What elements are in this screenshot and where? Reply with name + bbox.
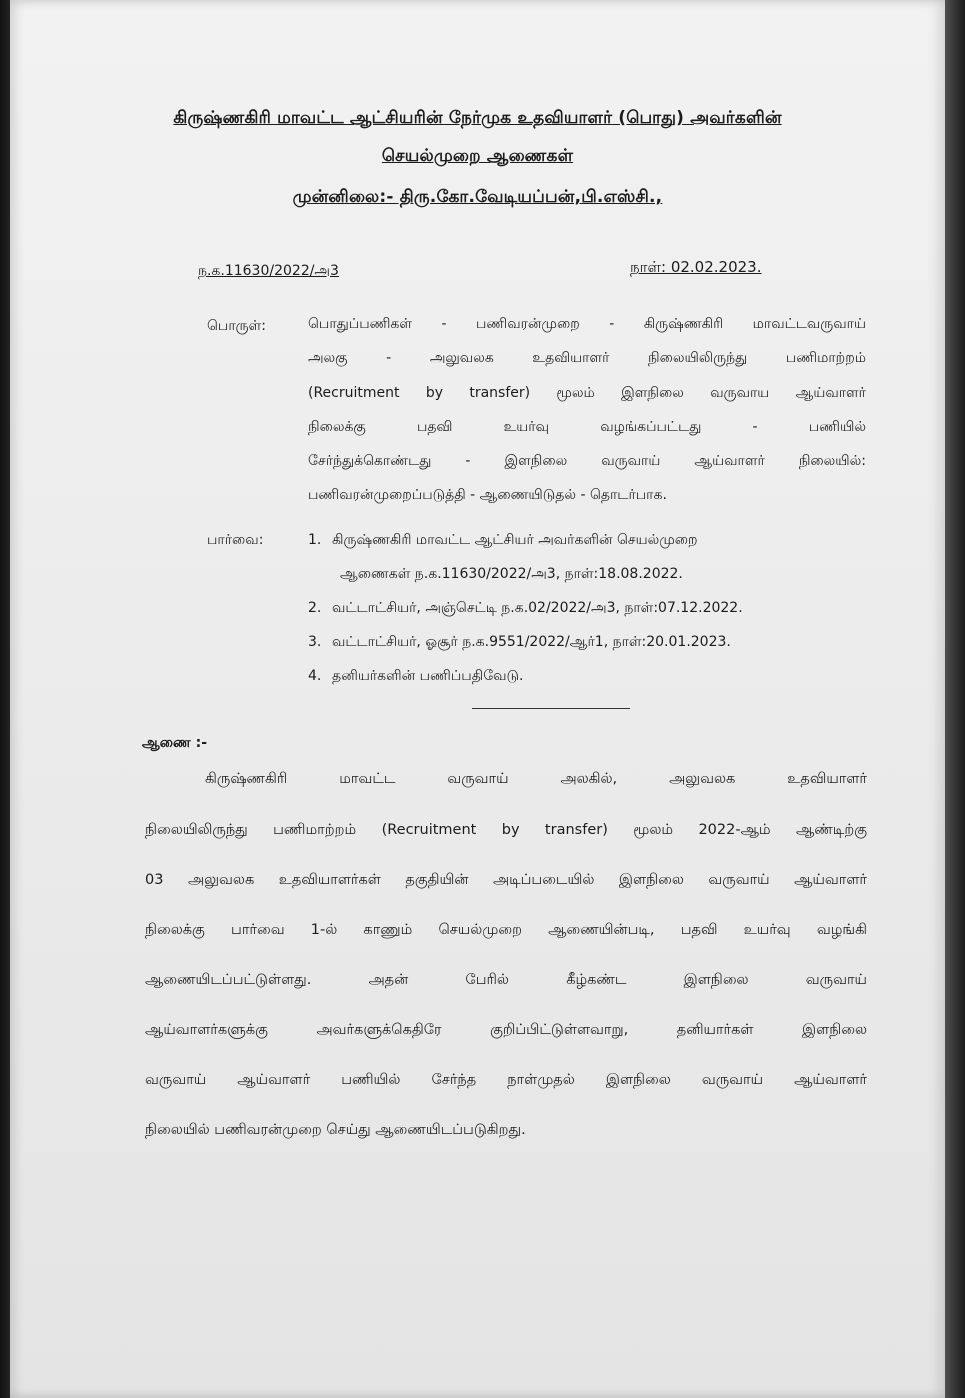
order-paragraph-line: ஆணையிடப்பட்டுள்ளது. அதன் பேரில் கீழ்கண்ட இளநிலை வருவாய் — [145, 972, 867, 988]
reference-date: நாள்: 02.02.2023. — [630, 258, 762, 276]
order-label: ஆணை :- — [142, 735, 208, 751]
order-paragraph-line: நிலையிலிருந்து பணிமாற்றம் (Recruitment by transfer) மூலம் 2022-ஆம் ஆண்டிற்கு — [145, 822, 867, 838]
subject-line: பணிவரன்முறைப்படுத்தி - ஆணையிடுதல் - தொடர்பாக. — [308, 487, 667, 503]
subject-line: நிலைக்கு பதவி உயர்வு வழங்கப்பட்டது - பணியில் — [308, 419, 866, 435]
reference-item-number: 3. — [308, 634, 322, 650]
reference-item-text: வட்டாட்சியர், அஞ்செட்டி ந.க.02/2022/அ3, நாள்:07.12.2022. — [332, 600, 743, 616]
reference-item-continuation: ஆணைகள் ந.க.11630/2022/அ3, நாள்:18.08.2022. — [340, 566, 683, 582]
order-paragraph-line: நிலைக்கு பார்வை 1-ல் காணும் செயல்முறை ஆணையின்படி, பதவி உயர்வு வழங்கி — [145, 922, 867, 938]
reference-item-number: 4. — [308, 668, 322, 684]
reference-item — [308, 532, 868, 550]
header-title: கிருஷ்ணகிரி மாவட்ட ஆட்சியரின் நேர்முக உதவியாளர் (பொது) அவர்களின் — [173, 108, 782, 128]
reference-item-number: 2. — [308, 600, 322, 616]
header-subtitle: செயல்முறை ஆணைகள் — [381, 146, 574, 166]
order-paragraph-line: 03 அலுவலக உதவியாளர்கள் தகுதியின் அடிப்படையில் இளநிலை வருவாய் ஆய்வாளர் — [145, 872, 867, 888]
subject-line: (Recruitment by transfer) மூலம் இளநிலை வருவாய ஆய்வாளர் — [308, 385, 866, 401]
document-page — [10, 0, 945, 1398]
reference-item — [308, 634, 731, 652]
order-paragraph-line: ஆய்வாளர்களுக்கு அவர்களுக்கெதிரே குறிப்பிட்டுள்ளவாறு, தனியார்கள் இளநிலை — [145, 1022, 867, 1038]
order-paragraph-line: கிருஷ்ணகிரி மாவட்ட வருவாய் அலகில், அலுவலக உதவியாளர் — [205, 771, 867, 787]
references-label: பார்வை: — [207, 532, 264, 548]
header-presence: முன்னிலை:- திரு.கோ.வேடியப்பன்,பி.எஸ்சி., — [292, 187, 663, 207]
divider-line — [472, 708, 630, 709]
reference-item-text: வட்டாட்சியர், ஓசூர் ந.க.9551/2022/ஆர்1, நாள்:20.01.2023. — [332, 634, 731, 650]
order-paragraph-line: வருவாய் ஆய்வாளர் பணியில் சேர்ந்த நாள்முதல் இளநிலை வருவாய் ஆய்வாளர் — [145, 1072, 867, 1088]
reference-number: ந.க.11630/2022/அ3 — [198, 263, 339, 279]
subject-line: பொதுப்பணிகள் - பணிவரன்முறை - கிருஷ்ணகிரி மாவட்டவருவாய் — [308, 316, 866, 332]
subject-line: அலகு - அலுவலக உதவியாளர் நிலையிலிருந்து பணிமாற்றம் — [308, 350, 866, 366]
subject-label: பொருள்: — [207, 318, 266, 334]
subject-line: சேர்ந்துக்கொண்டது - இளநிலை வருவாய் ஆய்வாளர் நிலையில்: — [308, 453, 866, 469]
order-paragraph-line: நிலையில் பணிவரன்முறை செய்து ஆணையிடப்படுகிறது. — [145, 1122, 526, 1138]
reference-item — [308, 600, 743, 618]
reference-item — [308, 668, 523, 686]
reference-item-number: 1. — [308, 532, 322, 548]
reference-item-text: தனியர்களின் பணிப்பதிவேடு. — [332, 668, 524, 684]
background-edge-right — [943, 0, 965, 1398]
reference-item-text: கிருஷ்ணகிரி மாவட்ட ஆட்சியர் அவர்களின் செயல்முறை — [332, 532, 698, 548]
